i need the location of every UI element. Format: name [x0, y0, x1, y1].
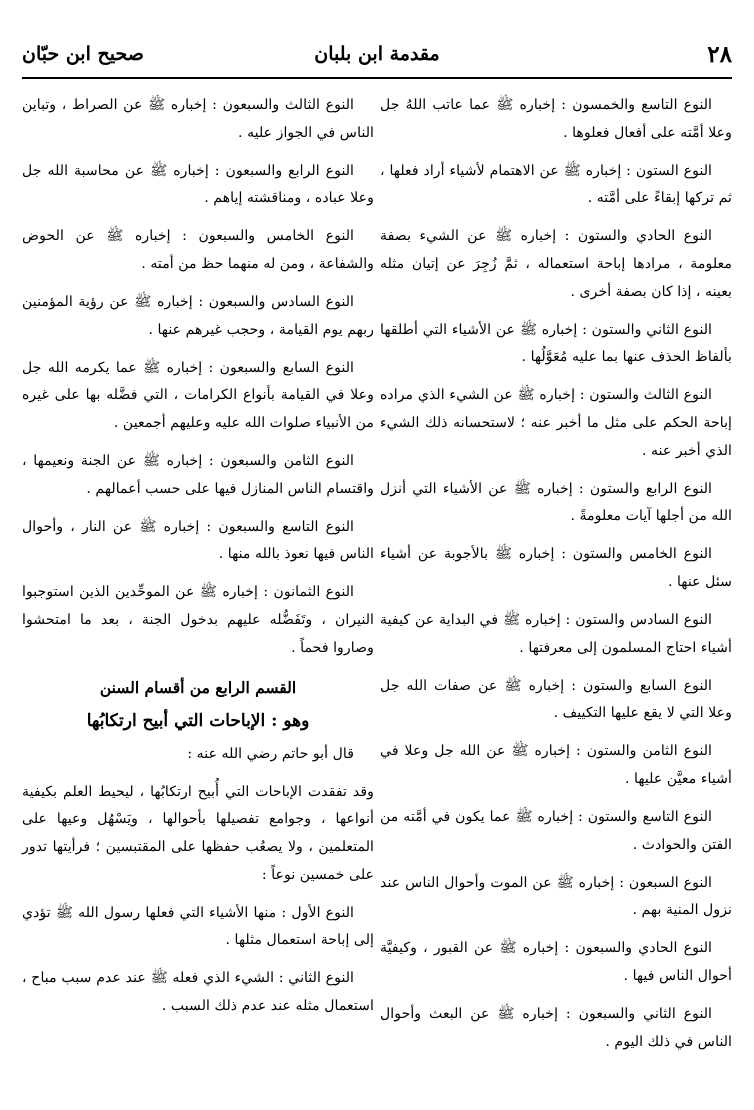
paragraph: النوع التاسع والستون : إخباره ﷺ عما يكون في أمَّته من الفتن والحوادث .	[380, 809, 732, 853]
paragraph: النوع الأول : منها الأشياء التي فعلها رسول الله ﷺ تؤدي إلى إباحة استعمال مثلها .	[22, 904, 374, 949]
page-header	[22, 34, 732, 74]
intro-paragraph: وقد تفقدت الإباحات التي أُبيح ارتكابُها ، ليحيط العلم بكيفية أنواعها ، وجوامع تفصيلها بأحوالها ، ويَسْهُل وعيها على المتعلمين ، ولا يصعُب حفظها على المقتبسين ؛ فرأيتها تدور على خمسين نوعاً :	[22, 783, 374, 883]
paragraph: النوع الثالث والستون : إخباره ﷺ عن الشيء الذي مراده إباحة الحكم على مثل ما أخبر عنه ؛ لاستحسانه ذلك الشيء الذي أخبر عنه .	[380, 387, 732, 459]
paragraph: النوع السبعون : إخباره ﷺ عن الموت وأحوال الناس عند نزول المنية بهم .	[380, 874, 732, 919]
paragraph: النوع الرابع والستون : إخباره ﷺ عن الأشياء التي أنزل الله من أجلها آيات معلومةً .	[380, 480, 732, 525]
paragraph: النوع السابع والسبعون : إخباره ﷺ عما يكرمه الله جل وعلا في القيامة بأنواع الكرامات ، التي فضَّله بها على غيره من الأنبياء صلوات الله عليه وعليهم أجمعين .	[22, 359, 374, 431]
paragraph: النوع الثاني والستون : إخباره ﷺ عن الأشياء التي أطلقها بألفاظ الحذف عنها بما عليه مُعَوَّلُها .	[380, 321, 732, 366]
paragraph: النوع التاسع والخمسون : إخباره ﷺ عما عاتب اللهُ جل وعلا أمَّته على أفعال فعلوها .	[380, 97, 732, 141]
header-rule	[22, 77, 732, 79]
paragraph: النوع السابع والستون : إخباره ﷺ عن صفات الله جل وعلا التي لا يقع عليها التكييف .	[380, 677, 732, 722]
paragraph: النوع الحادي والسبعون : إخباره ﷺ عن القبور ، وكيفيَّة أحوال الناس فيها .	[380, 940, 732, 985]
section-title: مقدمة ابن بلبان	[314, 43, 440, 65]
paragraph: النوع التاسع والسبعون : إخباره ﷺ عن النار ، وأحوال الناس فيها نعوذ بالله منها .	[22, 518, 374, 563]
book-title: صحيح ابن حبّان	[22, 43, 144, 65]
page-number: ٢٨	[707, 40, 732, 68]
paragraph: النوع الثامن والستون : إخباره ﷺ عن الله جل وعلا في أشياء معيَّن عليها .	[380, 743, 732, 787]
section-heading: القسم الرابع من أقسام السنن	[99, 677, 297, 697]
paragraph: النوع الخامس والسبعون : إخباره ﷺ عن الحوض والشفاعة ، ومن له منهما حظ من أمته .	[22, 228, 374, 272]
paragraph: النوع الثاني : الشيء الذي فعله ﷺ عند عدم سبب مباح ، استعمال مثله عند عدم ذلك السبب .	[22, 970, 374, 1014]
right-column	[380, 92, 732, 1067]
paragraph: النوع الستون : إخباره ﷺ عن الاهتمام لأشياء أراد فعلها ، ثم تركها إبقاءً على أمَّته .	[380, 162, 732, 207]
paragraph: النوع السادس والستون : إخباره ﷺ في البداية عن كيفية أشياء احتاج المسلمون إلى معرفتها .	[380, 612, 732, 656]
paragraph: النوع الثاني والسبعون : إخباره ﷺ عن البعث وأحوال الناس في ذلك اليوم .	[380, 1006, 732, 1050]
paragraph: النوع السادس والسبعون : إخباره ﷺ عن رؤية المؤمنين ربهم يوم القيامة ، وحجب غيرهم عنها .	[22, 294, 374, 338]
paragraph: النوع الثالث والسبعون : إخباره ﷺ عن الصراط ، وتباين الناس في الجواز عليه .	[22, 97, 374, 141]
paragraph: النوع الحادي والستون : إخباره ﷺ عن الشيء بصفة معلومة ، مرادها إباحة استعماله ، ثمَّ زُجِرَ عن إتيان مثله بعينه ، إذا كان بصفة أخرى .	[380, 228, 732, 300]
paragraph: النوع الخامس والستون : إخباره ﷺ بالأجوبة عن أشياء سئل عنها .	[380, 546, 732, 590]
left-column	[22, 92, 374, 1031]
paragraph: النوع الثمانون : إخباره ﷺ عن الموحِّدين الذين استوجبوا النيران ، وتَفَضُّله عليهم بدخول الجنة ، بعد ما امتحشوا وصاروا فحماً .	[22, 584, 374, 656]
paragraph: النوع الرابع والسبعون : إخباره ﷺ عن محاسبة الله جل وعلا عباده ، ومناقشته إياهم .	[22, 162, 374, 207]
section-subheading: وهو : الإباحات التي أبيح ارتكابُها	[86, 710, 310, 731]
said-line: قال أبو حاتم رضي الله عنه :	[187, 745, 354, 762]
paragraph: النوع الثامن والسبعون : إخباره ﷺ عن الجنة ونعيمها ، واقتسام الناس المنازل فيها على حسب أعمالهم .	[22, 453, 374, 497]
